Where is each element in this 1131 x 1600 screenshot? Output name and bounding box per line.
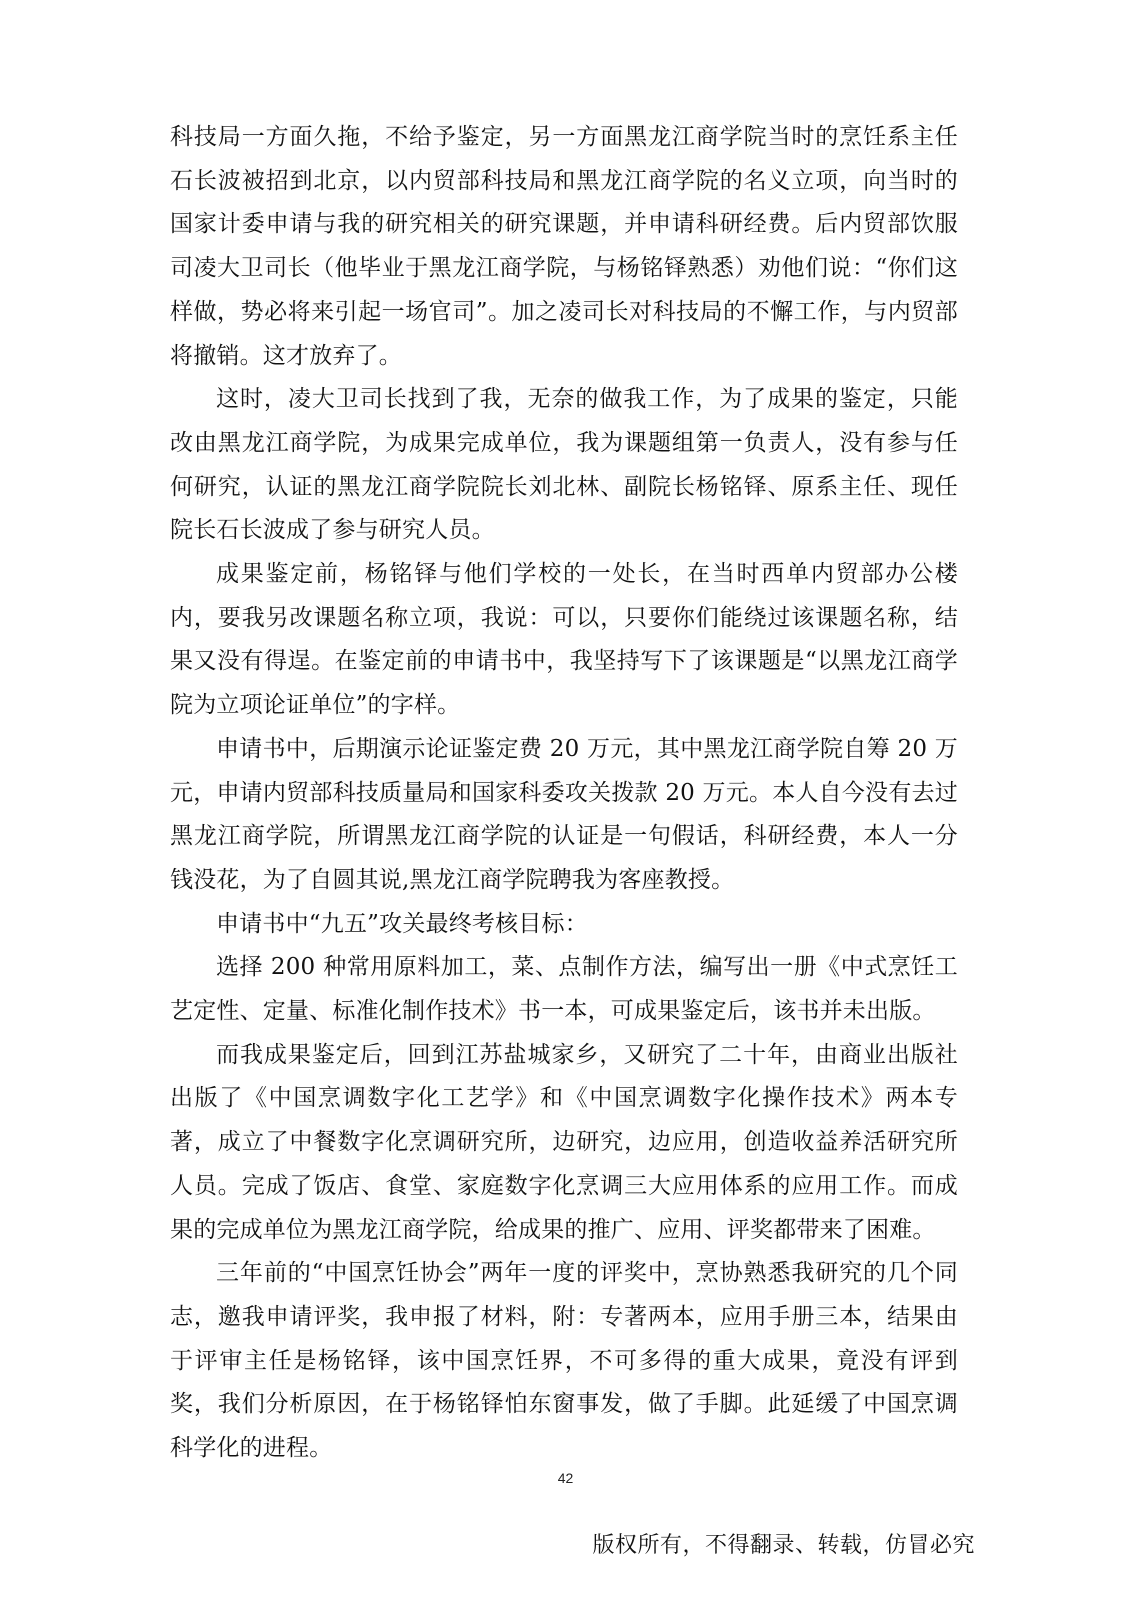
copyright-notice: 版权所有，不得翻录、转载，仿冒必究 [592, 1533, 975, 1558]
paragraph-6: 选择 200 种常用原料加工，菜、点制作方法，编写出一册《中式烹饪工艺定性、定量、标准化制作技术》书一本，可成果鉴定后，该书并未出版。 [170, 954, 958, 1025]
paragraph-4: 申请书中，后期演示论证鉴定费 20 万元，其中黑龙江商学院自筹 20 万元，申请内贸部科技质量局和国家科委攻关拨款 20 万元。本人自今没有去过黑龙江商学院，所谓黑龙江商学院的认证是一句假话，科研经费，本人一分钱没花，为了自圆其说,黑龙江商学院聘我为客座教授。 [170, 735, 958, 893]
paragraph-8: 三年前的“中国烹饪协会”两年一度的评奖中，烹协熟悉我研究的几个同志，邀我申请评奖，我申报了材料，附：专著两本，应用手册三本，结果由于评审主任是杨铭铎，该中国烹饪界，不可多得的重大成果，竟没有评到奖，我们分析原因，在于杨铭铎怕东窗事发，做了手脚。此延缓了中国烹调科学化的进程。 [170, 1260, 958, 1462]
paragraph-2: 这时，凌大卫司长找到了我，无奈的做我工作，为了成果的鉴定，只能改由黑龙江商学院，为成果完成单位，我为课题组第一负责人，没有参与任何研究，认证的黑龙江商学院院长刘北林、副院长杨铭铎、原系主任、现任院长石长波成了参与研究人员。 [170, 386, 958, 544]
page-number: 42 [557, 1470, 574, 1486]
paragraph-1: 科技局一方面久拖，不给予鉴定，另一方面黑龙江商学院当时的烹饪系主任石长波被招到北京，以内贸部科技局和黑龙江商学院的名义立项，向当时的国家计委申请与我的研究相关的研究课题，并申请科研经费。后内贸部饮服司凌大卫司长（他毕业于黑龙江商学院，与杨铭铎熟悉）劝他们说：“你们这样做，势必将来引起一场官司”。加之凌司长对科技局的不懈工作，与内贸部将撤销。这才放弃了。 [170, 124, 958, 369]
paragraph-5: 申请书中“九五”攻关最终考核目标： [216, 910, 588, 937]
paragraph-7: 而我成果鉴定后，回到江苏盐城家乡，又研究了二十年，由商业出版社出版了《中国烹调数字化工艺学》和《中国烹调数字化操作技术》两本专著，成立了中餐数字化烹调研究所，边研究，边应用，创造收益养活研究所人员。完成了饭店、食堂、家庭数字化烹调三大应用体系的应用工作。而成果的完成单位为黑龙江商学院，给成果的推广、应用、评奖都带来了困难。 [170, 1041, 958, 1243]
document-body [170, 116, 958, 1471]
paragraph-3: 成果鉴定前，杨铭铎与他们学校的一处长，在当时西单内贸部办公楼内，要我另改课题名称立项，我说：可以，只要你们能绕过该课题名称，结果又没有得逞。在鉴定前的申请书中，我坚持写下了该课题是“以黑龙江商学院为立项论证单位”的字样。 [170, 561, 958, 719]
